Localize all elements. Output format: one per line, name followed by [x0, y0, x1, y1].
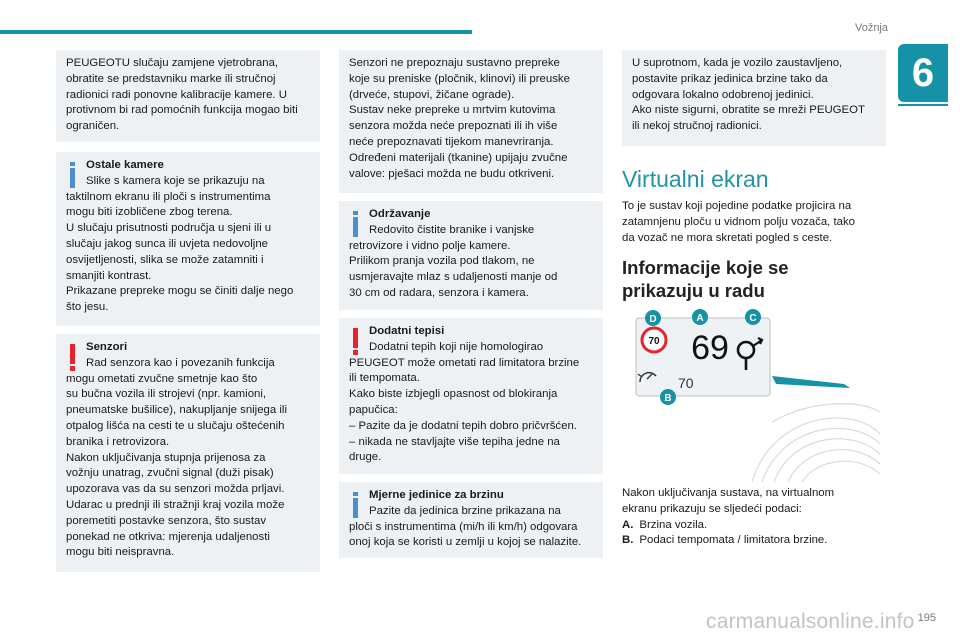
- label-b: [660, 389, 676, 405]
- label-c: [745, 309, 761, 325]
- box-title: Ostale kamere: [86, 159, 164, 171]
- svg-text:B: B: [664, 393, 672, 404]
- heading-virtualni-ekran: Virtualni ekran: [622, 166, 769, 192]
- text-line: Određeni materijali (tkanine) upijaju zvučne: [349, 151, 568, 164]
- info-box-ostale-kamere: [56, 152, 320, 326]
- col1-intro-box: [56, 50, 320, 142]
- head-up-display-illustration: [622, 304, 882, 484]
- chapter-label: Vožnja: [854, 22, 888, 34]
- list-item: [622, 518, 834, 534]
- svg-text:C: C: [749, 313, 757, 324]
- text-line: otpalog lišća na cesti te u slučaju oštećenih: [66, 419, 285, 432]
- text-line: ekranu prikazuju se sljedeći podaci:: [622, 502, 802, 515]
- text-line: papučica:: [349, 403, 398, 416]
- label-d: [645, 310, 661, 326]
- text-line: odgovara lokalno odobrenoj jedinici.: [632, 88, 814, 101]
- text-line: ponekad ne otkriva: mjerenja udaljenosti: [66, 530, 270, 543]
- list-text: Podaci tempomata / limitatora brzine.: [639, 534, 828, 547]
- list-key: A.: [622, 518, 634, 531]
- text-line: su bučna vozila ili strojevi (npr. kamioni,: [66, 388, 267, 401]
- text-line: radionici radi ponovne kalibracije kamere. U: [66, 88, 287, 101]
- text-line: što jesu.: [66, 301, 109, 314]
- text-line: protivnom bi rad pomoćnih funkcija mogao biti: [66, 104, 298, 117]
- info-box-odrzavanje: [339, 201, 603, 310]
- text-line: – nikada ne stavljajte više tepiha jedne na: [349, 435, 560, 448]
- text-line: Pazite da jedinica brzine prikazana na: [369, 504, 561, 517]
- chapter-tab-underline: [898, 104, 948, 106]
- list-text: Brzina vozila.: [639, 518, 708, 531]
- warning-box-senzori: [56, 334, 320, 572]
- dashboard-lines: [752, 404, 880, 482]
- cruise-value: 70: [678, 375, 694, 391]
- warning-icon: [350, 328, 360, 355]
- text-line: da vozač ne mora skretati pogled s ceste.: [622, 231, 833, 244]
- text-line: PEUGEOTU slučaju zamjene vjetrobrana,: [66, 57, 279, 69]
- text-line: usmjeravajte mlaz s udaljenosti manje od: [349, 271, 558, 284]
- text-line: (drveće, stupovi, žičane ograde).: [349, 88, 515, 101]
- heading-line: Informacije koje se: [622, 257, 789, 278]
- text-line: U slučaju prisutnosti područja u sjeni ili u: [66, 222, 272, 235]
- box-title: Mjerne jedinice za brzinu: [369, 489, 504, 501]
- box-title: Dodatni tepisi: [369, 325, 445, 337]
- text-line: ploči s instrumentima (mi/h ili km/h) odgovara: [349, 520, 578, 533]
- text-line: Nakon uključivanja sustava, na virtualnom: [622, 487, 835, 499]
- text-line: pneumatske bušilice), nakupljanje snijega ili: [66, 404, 287, 417]
- text-line: Senzori ne prepoznaju sustavno prepreke: [349, 57, 560, 69]
- text-line: zatamnjenu ploču u vidnom polju vozača, tako: [622, 215, 856, 228]
- text-line: Rad senzora kao i povezanih funkcija: [86, 356, 275, 369]
- text-line: U suprotnom, kada je vozilo zaustavljeno,: [632, 57, 843, 69]
- text-line: vožnju unatrag, zvučni signal (duži pisak): [66, 467, 274, 480]
- info-box-mjerne-jedinice: [339, 482, 603, 558]
- text-line: Dodatni tepih koji nije homologirao: [369, 340, 544, 353]
- text-line: Prikazane prepreke mogu se činiti dalje nego: [66, 285, 294, 298]
- text-line: valove: pješaci možda ne budu otkriveni.: [349, 167, 555, 180]
- warning-box-dodatni-tepisi: [339, 318, 603, 474]
- box-title: Održavanje: [369, 208, 431, 220]
- text-line: Slike s kamera koje se prikazuju na: [86, 174, 265, 187]
- box-title: Senzori: [86, 341, 128, 353]
- warning-icon: [67, 344, 77, 371]
- text-line: Redovito čistite branike i vanjske: [369, 223, 535, 236]
- svg-text:A: A: [696, 313, 704, 324]
- heading-line: prikazuju u radu: [622, 280, 765, 301]
- text-line: mogu ometati zvučne smetnje kao što: [66, 372, 258, 385]
- list-item: [622, 533, 834, 549]
- text-line: taktilnom ekranu ili ploči s instrumentima: [66, 190, 271, 203]
- list-key: B.: [622, 534, 634, 547]
- virtual-paragraph: [622, 199, 855, 246]
- watermark: carmanualsonline.info: [706, 610, 915, 633]
- text-line: senzora možda neće prepoznati ili ih više: [349, 120, 558, 133]
- text-line: – Pazite da je dodatni tepih dobro pričvršćen.: [349, 419, 577, 432]
- text-line: Prilikom pranja vozila pod tlakom, ne: [349, 255, 535, 268]
- chapter-tab: 6: [898, 44, 948, 102]
- svg-text:D: D: [649, 314, 657, 325]
- text-line: obratite se predstavniku marke ili stručnoj: [66, 72, 276, 85]
- col2-intro-box: [339, 50, 603, 193]
- top-accent-bar: [0, 30, 472, 34]
- heading-informacije: [622, 256, 789, 302]
- text-line: osvijetljenosti, slika se može zatamniti i: [66, 253, 264, 266]
- info-icon: [67, 162, 77, 188]
- text-line: Ako niste sigurni, obratite se mreži PEUGEOT: [632, 104, 865, 117]
- features-list: [622, 486, 834, 549]
- text-line: slučaju jakog sunca ili uvjeta nedovoljne: [66, 237, 268, 250]
- text-line: Nakon uključivanja stupnja prijenosa za: [66, 451, 266, 464]
- text-line: smanjiti kontrast.: [66, 269, 152, 282]
- info-icon: [350, 492, 360, 518]
- text-line: PEUGEOT može ometati rad limitatora brzine: [349, 356, 580, 369]
- col3-intro-box: [622, 50, 886, 146]
- text-line: Udarac u prednji ili stražnji kraj vozila može: [66, 498, 285, 511]
- text-line: mogu biti neispravna.: [66, 546, 175, 559]
- text-line: poremetiti postavke senzora, što sustav: [66, 514, 267, 527]
- text-line: ili tempomata.: [349, 372, 420, 385]
- text-line: postavite prikaz jedinica brzine tako da: [632, 72, 828, 85]
- text-line: Kako biste izbjegli opasnost od blokiranja: [349, 388, 558, 401]
- text-line: To je sustav koji pojedine podatke projicira na: [622, 200, 852, 212]
- hud-projector: [772, 376, 850, 388]
- info-icon: [350, 211, 360, 237]
- text-line: Sustav neke prepreke u mrtvim kutovima: [349, 104, 556, 117]
- page-number: 195: [917, 612, 936, 624]
- text-line: onoj koja se koristi u zemlji u kojoj se nalazite.: [349, 536, 582, 549]
- text-line: 30 cm od radara, senzora i kamera.: [349, 286, 529, 299]
- text-line: branika i retrovizora.: [66, 435, 170, 448]
- text-line: koje su preniske (pločnik, klinovi) ili preuske: [349, 72, 570, 85]
- text-line: druge.: [349, 451, 382, 464]
- text-line: mogu biti izobličene zbog terena.: [66, 206, 233, 219]
- text-line: ili nekoj stručnoj radionici.: [632, 120, 762, 133]
- speed-value: 69: [691, 329, 729, 367]
- text-line: retrovizore i vidno polje kamere.: [349, 239, 511, 252]
- text-line: upozorava vas da su senzori možda prljavi.: [66, 483, 285, 496]
- sign-value: 70: [648, 336, 660, 347]
- text-line: neće prepoznavati tijekom manevriranja.: [349, 135, 554, 148]
- label-a: [692, 309, 708, 325]
- text-line: ograničen.: [66, 120, 120, 133]
